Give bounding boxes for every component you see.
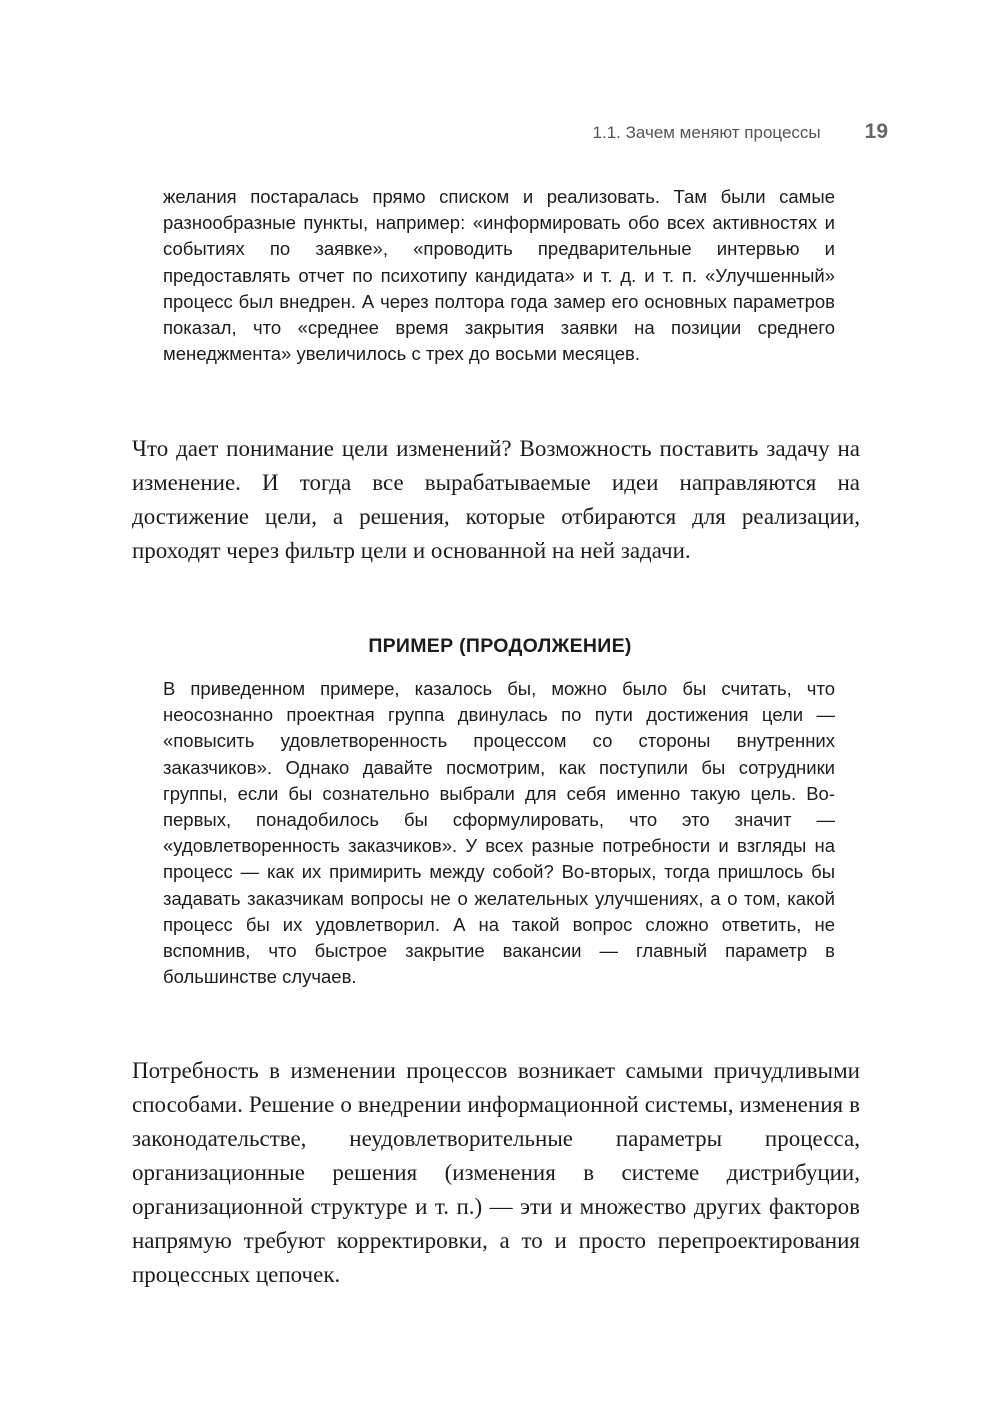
page-number: 19 <box>864 120 888 143</box>
running-header <box>593 120 888 144</box>
example-heading: ПРИМЕР (ПРОДОЛЖЕНИЕ) <box>368 635 632 657</box>
body-paragraph-change-triggers: Потребность в изменении процессов возникает самыми причудливыми способами. Решение о внедрении информационной системы, изменения в законодательстве, неудовлетворительные параметры процесса, организационные решения (изменения в системе дистрибуции, организационной структуре и т. п.) — эти и множество других факторов напрямую требуют корректировки, а то и просто перепроектирования процессных цепочек. <box>132 1058 860 1287</box>
section-title: 1.1. Зачем меняют процессы <box>592 123 821 142</box>
body-paragraph-goal-understanding: Что дает понимание цели изменений? Возможность поставить задачу на изменение. И тогда все вырабатываемые идеи направляются на достижение цели, а решения, которые отбираются для реализации, проходят через фильтр цели и основанной на ней задачи. <box>132 436 860 563</box>
example-continuation-text: желания постаралась прямо списком и реализовать. Там были самые разнообразные пункты, например: «информировать обо всех активностях и событиях по заявке», «проводить предварительные интервью и предоставлять отчет по психотипу кандидата» и т. д. и т. п. «Улучшенный» процесс был внедрен. А через полтора года замер его основных параметров показал, что «среднее время закрытия заявки на позиции среднего менеджмента» увеличилось с трех до восьми месяцев. <box>163 186 835 365</box>
example-block <box>163 676 835 990</box>
example-text: В приведенном примере, казалось бы, можно было бы считать, что неосознанно проектная группа двинулась по пути достижения цели — «повысить удовлетворенность процессом со стороны внутренних заказчиков». Однако давайте посмотрим, как поступили бы сотрудники группы, если бы сознательно выбрали для себя именно такую цель. Во-первых, понадобилось бы сформулировать, что это значит — «удовлетворенность заказчиков». У всех разные потребности и взгляды на процесс — как их примирить между собой? Во-вторых, тогда пришлось бы задавать заказчикам вопросы не о желательных улучшениях, а о том, какой процесс бы их удовлетворил. А на такой вопрос сложно ответить, не вспомнив, что быстрое закрытие вакансии — главный параметр в большинстве случаев. <box>163 678 835 988</box>
example-continuation-block <box>163 184 835 367</box>
